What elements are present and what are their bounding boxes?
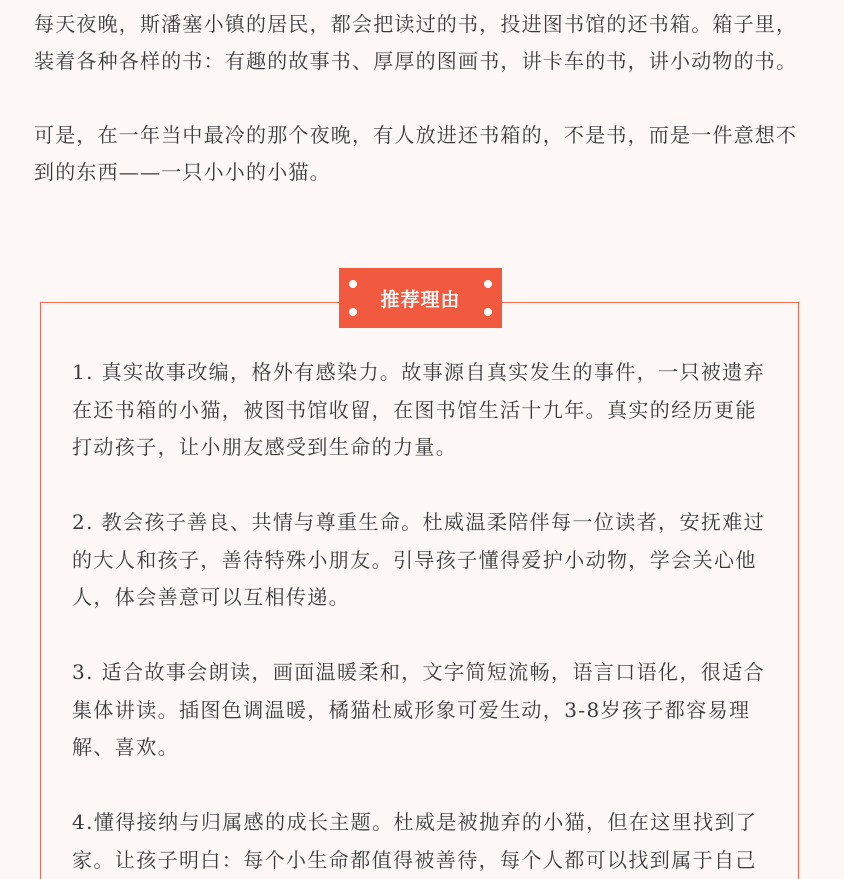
intro-paragraph-1: 每天夜晚，斯潘塞小镇的居民，都会把读过的书，投进图书馆的还书箱。箱子里，装着各种各样的书：有趣的故事书、厚厚的图画书，讲卡车的书，讲小动物的书。: [34, 12, 798, 73]
decorative-dot-icon: [349, 308, 357, 316]
recommendation-list: [72, 354, 774, 879]
recommendation-item-3: 3. 适合故事会朗读，画面温暖柔和，文字简短流畅，语言口语化，很适合集体讲读。插图色调温暖，橘猫杜威形象可爱生动，3-8岁孩子都容易理解、喜欢。: [72, 660, 766, 759]
section-title: 推荐理由: [380, 288, 461, 311]
recommendation-item-4: 4.懂得接纳与归属感的成长主题。杜威是被抛弃的小猫，但在这里找到了家。让孩子明白：每个小生命都值得被善待，每个人都可以找到属于自己: [72, 810, 758, 872]
section-title-badge: [339, 268, 502, 328]
recommendation-item-2: 2. 教会孩子善良、共情与尊重生命。杜威温柔陪伴每一位读者，安抚难过的大人和孩子，善待特殊小朋友。引导孩子懂得爱护小动物，学会关心他人，体会善意可以互相传递。: [72, 510, 766, 609]
decorative-dot-icon: [349, 280, 357, 288]
decorative-dot-icon: [484, 308, 492, 316]
recommendation-item-1: 1. 真实故事改编，格外有感染力。故事源自真实发生的事件，一只被遗弃在还书箱的小猫，被图书馆收留，在图书馆生活十九年。真实的经历更能打动孩子，让小朋友感受到生命的力量。: [72, 360, 766, 459]
intro-text: [34, 6, 814, 191]
intro-paragraph-2: 可是，在一年当中最冷的那个夜晚，有人放进还书箱的，不是书，而是一件意想不到的东西——一只小小的小猫。: [34, 123, 798, 184]
decorative-dot-icon: [484, 280, 492, 288]
